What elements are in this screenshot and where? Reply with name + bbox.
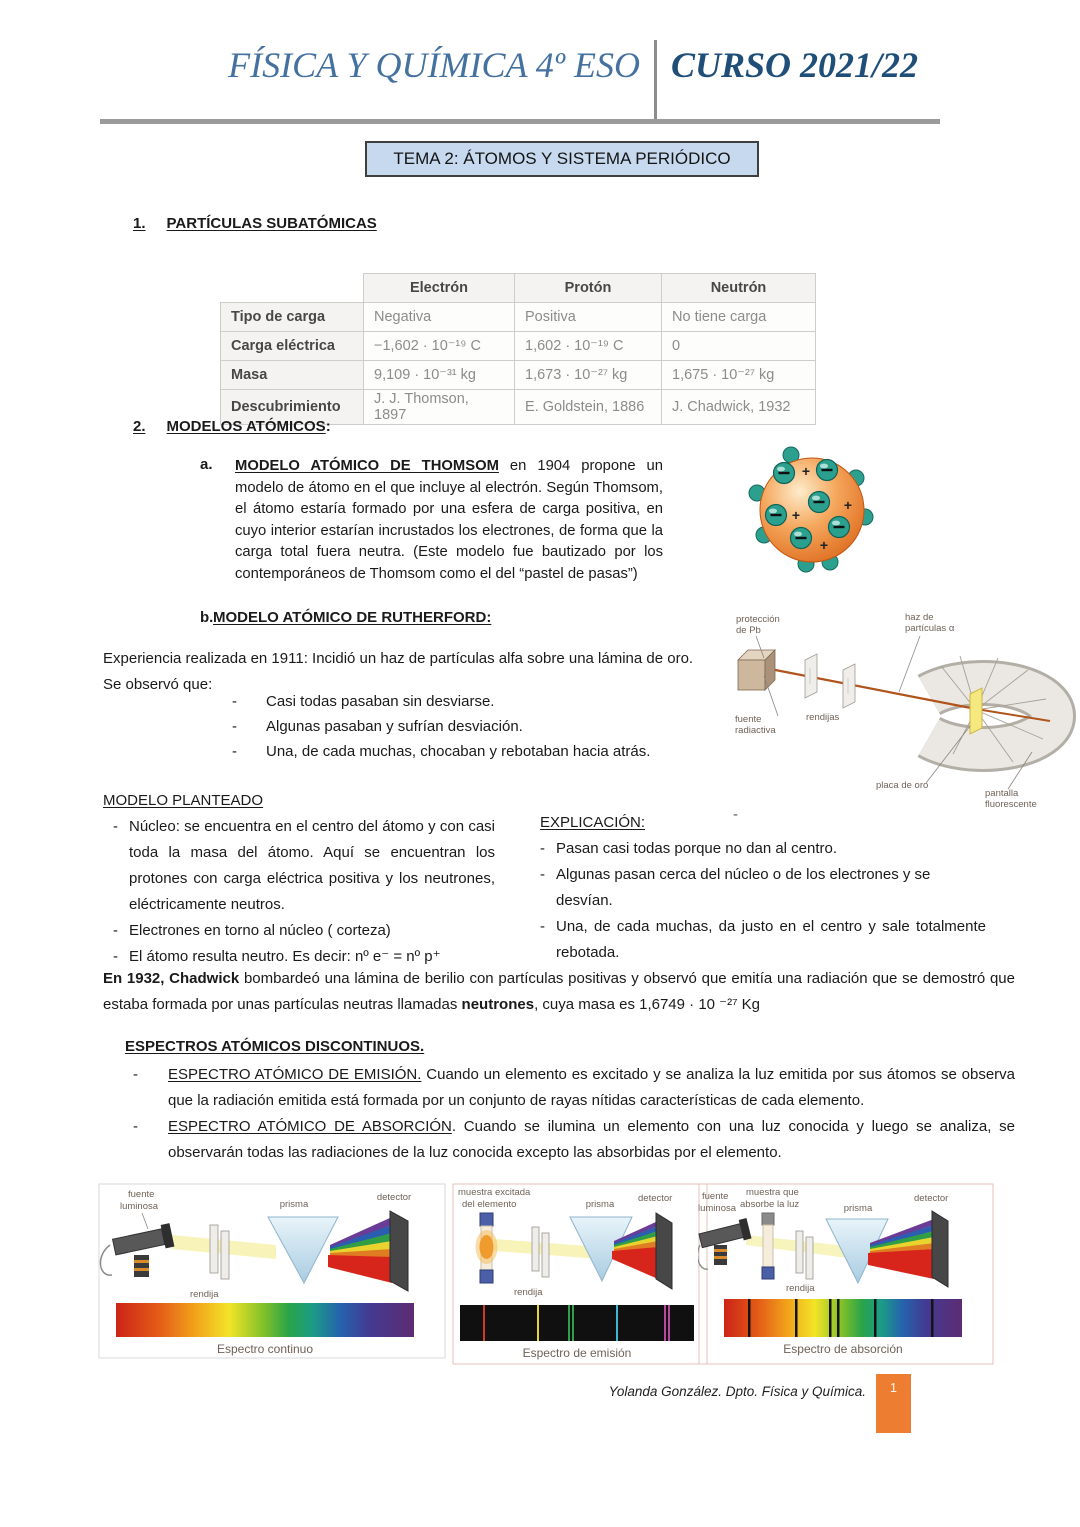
cell: No tiene carga <box>662 303 816 332</box>
label-fuente: fuente <box>702 1191 729 1202</box>
thomson-paragraph <box>235 456 663 585</box>
cell: Positiva <box>515 303 662 332</box>
svg-text:partículas α: partículas α <box>905 623 955 634</box>
dispersed-rays <box>328 1217 392 1283</box>
table-row <box>221 303 816 332</box>
chadwick-paragraph: En 1932, Chadwick bombardeó una lámina de berilio con partículas positivas y observó que emitía una radiación que se demostró que estaba formada por unas partículas neutras llamadas neutrones, cuya masa es 1,6749 · 10 ⁻²⁷ Kg <box>103 970 1015 1013</box>
row-label: Masa <box>221 361 364 390</box>
label-rendija: rendija <box>786 1283 815 1294</box>
prism-icon <box>268 1217 338 1283</box>
table-corner-cell <box>221 274 364 303</box>
svg-text:absorbe la luz: absorbe la luz <box>740 1199 800 1210</box>
list-item: - Núcleo: se encuentra en el centro del átomo y con casi toda la masa del átomo. Aquí se encuentran los protones con carga eléctrica positiva y los neutrones, eléctricamente neutros. <box>113 818 495 913</box>
neutrones-bold: neutrones <box>461 996 535 1013</box>
col-electron: Electrón <box>364 274 515 303</box>
footer-author: Yolanda González. Dpto. Física y Química. <box>608 1384 866 1399</box>
list-item: - El átomo resulta neutro. Es decir: nº e⁻ = nº p⁺ <box>113 948 441 965</box>
row-label: Descubrimiento <box>221 390 364 425</box>
cell: 0 <box>662 332 816 361</box>
thomson-title: MODELO ATÓMICO DE THOMSOM <box>235 458 499 474</box>
figure-caption: Espectro de absorción <box>783 1342 903 1356</box>
cell: E. Goldstein, 1886 <box>515 390 662 425</box>
cell: J. J. Thomson, 1897 <box>364 390 515 425</box>
list-item: - Una, de cada muchas, chocaban y rebotaban hacia atrás. <box>232 743 651 760</box>
emision-title: ESPECTRO ATÓMICO DE EMISIÓN. <box>168 1066 422 1083</box>
stray-dash: - <box>733 806 738 823</box>
col-neutron: Neutrón <box>662 274 816 303</box>
cell: J. Chadwick, 1932 <box>662 390 816 425</box>
absorption-spectrum-icon <box>698 1183 994 1365</box>
list-item: - ESPECTRO ATÓMICO DE ABSORCIÓN. Cuando se ilumina un elemento con una luz conocida y luego se analiza, se observarán todas las radiaciones de la luz conocida excepto las absorbidas por el elemento. <box>133 1118 1015 1161</box>
rutherford-intro-line2: Se observó que: <box>103 676 213 693</box>
absorcion-title: ESPECTRO ATÓMICO DE ABSORCIÓN <box>168 1118 452 1135</box>
label-placa: placa de oro <box>876 780 929 791</box>
rutherford-letter: b. <box>200 609 214 626</box>
page-header <box>100 40 940 120</box>
label-rendija: rendija <box>190 1289 219 1300</box>
detector-icon <box>390 1211 408 1291</box>
svg-text:fluorescente: fluorescente <box>985 799 1037 810</box>
cell: 1,673 · 10⁻²⁷ kg <box>515 361 662 390</box>
section2-title: MODELOS ATÓMICOS <box>166 418 326 435</box>
label-haz: haz de <box>905 612 934 623</box>
section2-heading <box>133 418 331 435</box>
label-fuente: fuente <box>735 714 762 725</box>
figure-caption: Espectro continuo <box>216 1342 314 1356</box>
rutherford-title: MODELO ATÓMICO DE RUTHERFORD: <box>213 609 492 626</box>
flashlight-icon <box>100 1223 174 1277</box>
absorption-spectrum-bar <box>724 1299 962 1337</box>
flashlight-icon <box>698 1218 752 1269</box>
header-course-year: CURSO 2021/22 <box>670 45 918 85</box>
cell: −1,602 · 10⁻¹⁹ C <box>364 332 515 361</box>
row-label: Carga eléctrica <box>221 332 364 361</box>
espectros-heading: ESPECTROS ATÓMICOS DISCONTINUOS. <box>125 1038 425 1055</box>
label-rendijas: rendijas <box>806 712 840 723</box>
explicacion-block <box>540 810 986 966</box>
rutherford-experiment-figure <box>698 604 1080 818</box>
thomson-atom-icon <box>748 446 978 581</box>
label-proteccion: protección <box>736 614 780 625</box>
thomson-letter: a. <box>200 456 213 473</box>
section1-heading <box>133 215 377 232</box>
header-rule <box>100 119 940 124</box>
section2-number: 2. <box>133 418 146 435</box>
absorption-spectrum-figure <box>698 1183 994 1365</box>
slit-plates <box>796 1231 813 1279</box>
modelo-planteado-title: MODELO PLANTEADO <box>103 792 264 809</box>
unit-title: TEMA 2: ÁTOMOS Y SISTEMA PERIÓDICO <box>393 149 731 168</box>
svg-text:de Pb: de Pb <box>736 625 761 636</box>
subatomic-particles-table <box>220 273 816 425</box>
svg-text:luminosa: luminosa <box>120 1201 159 1212</box>
svg-text:del elemento: del elemento <box>462 1199 517 1210</box>
rutherford-experiment-icon <box>698 604 1080 818</box>
chadwick-bold-lead: En 1932, Chadwick <box>103 970 240 987</box>
table-row <box>221 332 816 361</box>
list-item: - Una, de cada muchas, da justo en el centro y sale totalmente rebotada. <box>540 918 986 961</box>
continuous-spectrum-figure <box>98 1183 446 1359</box>
svg-text:+: + <box>843 497 853 513</box>
col-proton: Protón <box>515 274 662 303</box>
cell: 1,675 · 10⁻²⁷ kg <box>662 361 816 390</box>
label-prisma: prisma <box>585 1199 615 1210</box>
absorbing-sample-tube-icon <box>762 1213 774 1279</box>
svg-text:+: + <box>801 463 811 479</box>
svg-text:radiactiva: radiactiva <box>735 725 776 736</box>
list-item: - Electrones en torno al núcleo ( corteza) <box>113 922 391 939</box>
fluorescent-screen <box>929 683 1053 749</box>
label-detector: detector <box>914 1193 949 1204</box>
rutherford-intro-line1: Experiencia realizada en 1911: Incidió un haz de partículas alfa sobre una lámina de oro. <box>103 650 694 667</box>
list-item: - Casi todas pasaban sin desviarse. <box>232 693 495 710</box>
modelo-planteado-block <box>103 788 495 970</box>
svg-text:+: + <box>791 507 801 523</box>
unit-title-box <box>365 141 759 177</box>
emission-spectrum-icon <box>452 1183 708 1365</box>
explicacion-list <box>540 836 986 966</box>
figure-caption: Espectro de emisión <box>522 1346 632 1360</box>
header-course-title: FÍSICA Y QUÍMICA 4º ESO <box>228 45 640 85</box>
svg-text:+: + <box>819 537 829 553</box>
label-muestra: muestra excitada <box>458 1187 531 1198</box>
list-item: - Algunas pasaban y sufrían desviación. <box>232 718 523 735</box>
continuous-spectrum-bar <box>116 1303 414 1337</box>
gold-foil <box>970 688 982 734</box>
page-number: 1 <box>890 1381 897 1395</box>
rutherford-observations <box>232 689 682 764</box>
svg-text:luminosa: luminosa <box>698 1203 737 1214</box>
label-detector: detector <box>376 1192 412 1203</box>
thomson-body: en 1904 propone un modelo de átomo en el que incluye al electrón. Según Thomsom, el átomo estaría formado por una esfera de carga positiva, en cuyo interior estarían incrustados los electrones, de forma que la carga total fuera neutra. (Este modelo fue bautizado por los contemporáneos de Thomsom como el del “pastel de pasas”) <box>235 458 663 582</box>
section1-title: PARTÍCULAS SUBATÓMICAS <box>166 215 377 232</box>
cell: 1,602 · 10⁻¹⁹ C <box>515 332 662 361</box>
label-fuente: fuente <box>128 1189 155 1200</box>
thomson-model-figure <box>748 446 978 581</box>
label-detector: detector <box>638 1193 673 1204</box>
table-row <box>221 361 816 390</box>
list-item: - Pasan casi todas porque no dan al centro. <box>540 840 838 857</box>
label-pantalla: pantalla <box>985 788 1019 799</box>
label-rendija: rendija <box>514 1287 543 1298</box>
continuous-spectrum-icon <box>98 1183 446 1359</box>
cell: 9,109 · 10⁻³¹ kg <box>364 361 515 390</box>
espectros-list <box>133 1062 1015 1166</box>
emission-spectrum-bar <box>460 1305 694 1341</box>
lead-box-icon <box>738 650 775 690</box>
explicacion-title: EXPLICACIÓN: <box>540 814 646 831</box>
label-prisma: prisma <box>279 1199 309 1210</box>
list-item: - Algunas pasan cerca del núcleo o de los electrones y se desvían. <box>540 866 931 909</box>
section2-colon: : <box>325 418 331 435</box>
detector-icon <box>932 1211 948 1287</box>
modelo-planteado-list <box>103 814 495 970</box>
label-muestra: muestra que <box>746 1187 799 1198</box>
detector-icon <box>656 1213 672 1289</box>
label-prisma: prisma <box>843 1203 873 1214</box>
cell: Negativa <box>364 303 515 332</box>
list-item: - ESPECTRO ATÓMICO DE EMISIÓN. Cuando un elemento es excitado y se analiza la luz emitida por sus átomos se observa que la radiación emitida está formada por un conjunto de rayas nítidas características de cada elemento. <box>133 1066 1015 1109</box>
table-header-row <box>221 274 816 303</box>
excited-sample-tube-icon <box>476 1213 498 1283</box>
row-label: Tipo de carga <box>221 303 364 332</box>
page-number-badge <box>876 1374 911 1433</box>
section1-number: 1. <box>133 215 146 232</box>
emission-spectrum-figure <box>452 1183 708 1365</box>
